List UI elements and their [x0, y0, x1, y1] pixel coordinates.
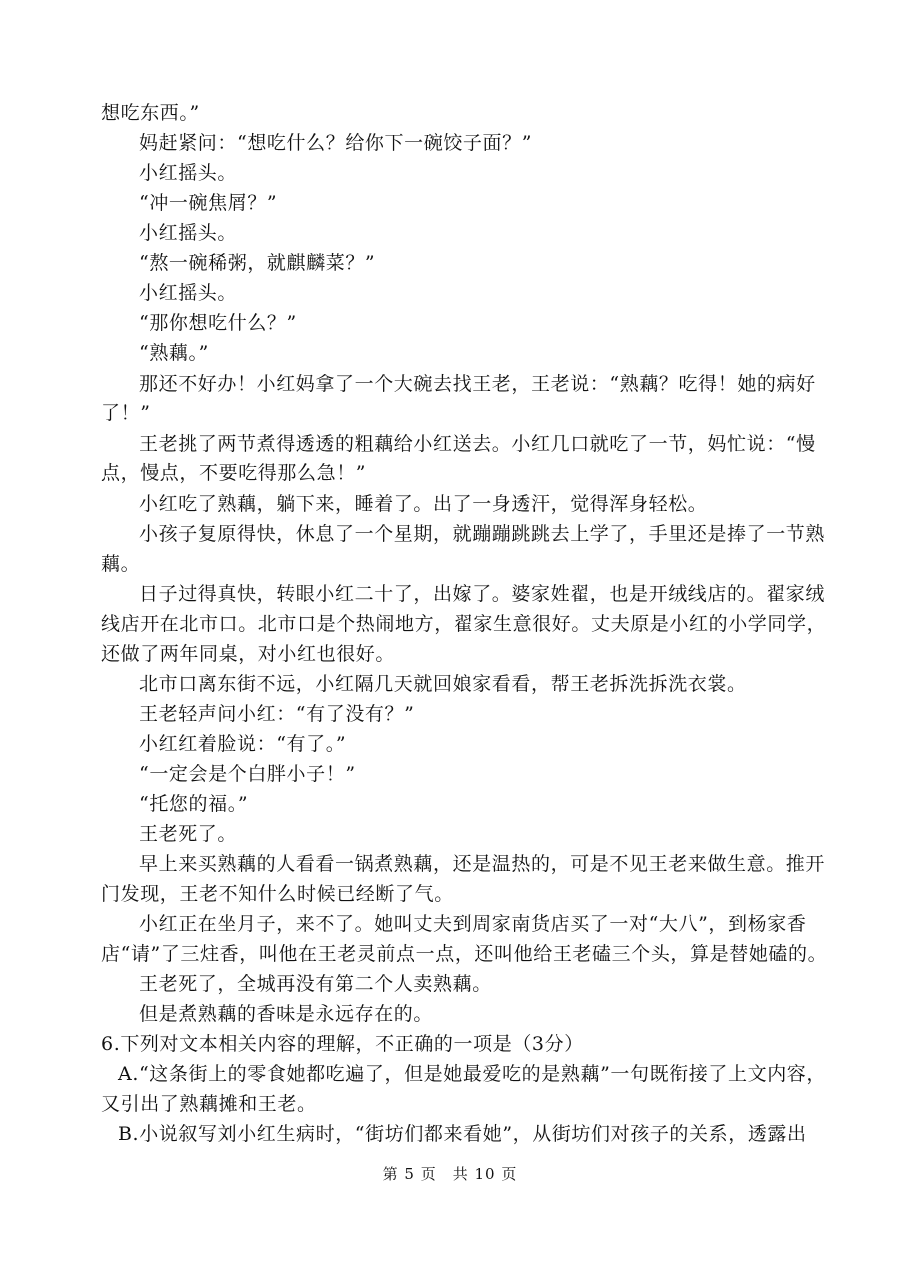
text-line: 王老轻声问小红：“有了没有？”	[139, 703, 415, 725]
text-line: 点，慢点，不要吃得那么急！”	[101, 462, 367, 484]
text-line: 那还不好办！小红妈拿了一个大碗去找王老，王老说：“熟藕？吃得！她的病好	[139, 373, 816, 395]
page-footer: 第 5 页 共 10 页	[382, 1165, 518, 1183]
text-line: “熬一碗稀粥，就麒麟菜？”	[139, 252, 376, 274]
text-line: “托您的福。”	[139, 793, 249, 815]
text-line: 北市口离东街不远，小红隔几天就回娘家看看，帮王老拆洗拆洗衣裳。	[139, 673, 747, 695]
text-line: 妈赶紧问：“想吃什么？给你下一碗饺子面？”	[139, 132, 533, 154]
option-b: B.小说叙写刘小红生病时，“街坊们都来看她”，从街坊们对孩子的关系，透露出	[118, 1123, 807, 1145]
text-line: 王老死了。	[139, 823, 238, 845]
text-line: 藕。	[101, 553, 141, 575]
text-line: 小红摇头。	[139, 162, 238, 184]
text-line: 小红摇头。	[139, 222, 238, 244]
text-line: 了！”	[101, 402, 151, 424]
text-line: 小孩子复原得快，休息了一个星期，就蹦蹦跳跳去上学了，手里还是捧了一节熟	[139, 523, 826, 545]
option-a: A.“这条街上的零食她都吃遍了，但是她最爱吃的是熟藕”一句既衔接了上文内容，	[118, 1063, 826, 1085]
text-line: “一定会是个白胖小子！”	[139, 763, 356, 785]
option-a-cont: 又引出了熟藕摊和王老。	[101, 1093, 317, 1115]
text-line: 线店开在北市口。北市口是个热闹地方，翟家生意很好。丈夫原是小红的小学同学，	[101, 613, 827, 635]
text-line: “那你想吃什么？”	[139, 312, 297, 334]
text-line: 门发现，王老不知什么时候已经断了气。	[101, 883, 454, 905]
text-line: 早上来买熟藕的人看看一锅煮熟藕，还是温热的，可是不见王老来做生意。推开	[139, 853, 826, 875]
text-line: 小红吃了熟藕，躺下来，睡着了。出了一身透汗，觉得浑身轻松。	[139, 493, 708, 515]
text-line: 还做了两年同桌，对小红也很好。	[101, 643, 396, 665]
text-line: 但是煮熟藕的香味是永远存在的。	[139, 1003, 434, 1025]
text-line: “冲一碗焦屑？”	[139, 192, 278, 214]
question-stem: 6.下列对文本相关内容的理解，不正确的一项是（3分）	[101, 1033, 584, 1055]
text-line: 日子过得真快，转眼小红二十了，出嫁了。婆家姓翟，也是开绒线店的。翟家绒	[139, 583, 826, 605]
text-line: 小红红着脸说：“有了。”	[139, 733, 347, 755]
text-line: 小红正在坐月子，来不了。她叫丈夫到周家南货店买了一对“大八”，到杨家香	[139, 913, 807, 935]
text-line: “熟藕。”	[139, 342, 209, 364]
text-line: 王老挑了两节煮得透透的粗藕给小红送去。小红几口就吃了一节，妈忙说：“慢	[139, 433, 816, 455]
text-line: 店“请”了三炷香，叫他在王老灵前点一点，还叫他给王老磕三个头，算是替她磕的。	[101, 943, 828, 965]
text-line: 小红摇头。	[139, 282, 238, 304]
text-line: 想吃东西。”	[101, 102, 200, 124]
text-line: 王老死了，全城再没有第二个人卖熟藕。	[139, 973, 492, 995]
